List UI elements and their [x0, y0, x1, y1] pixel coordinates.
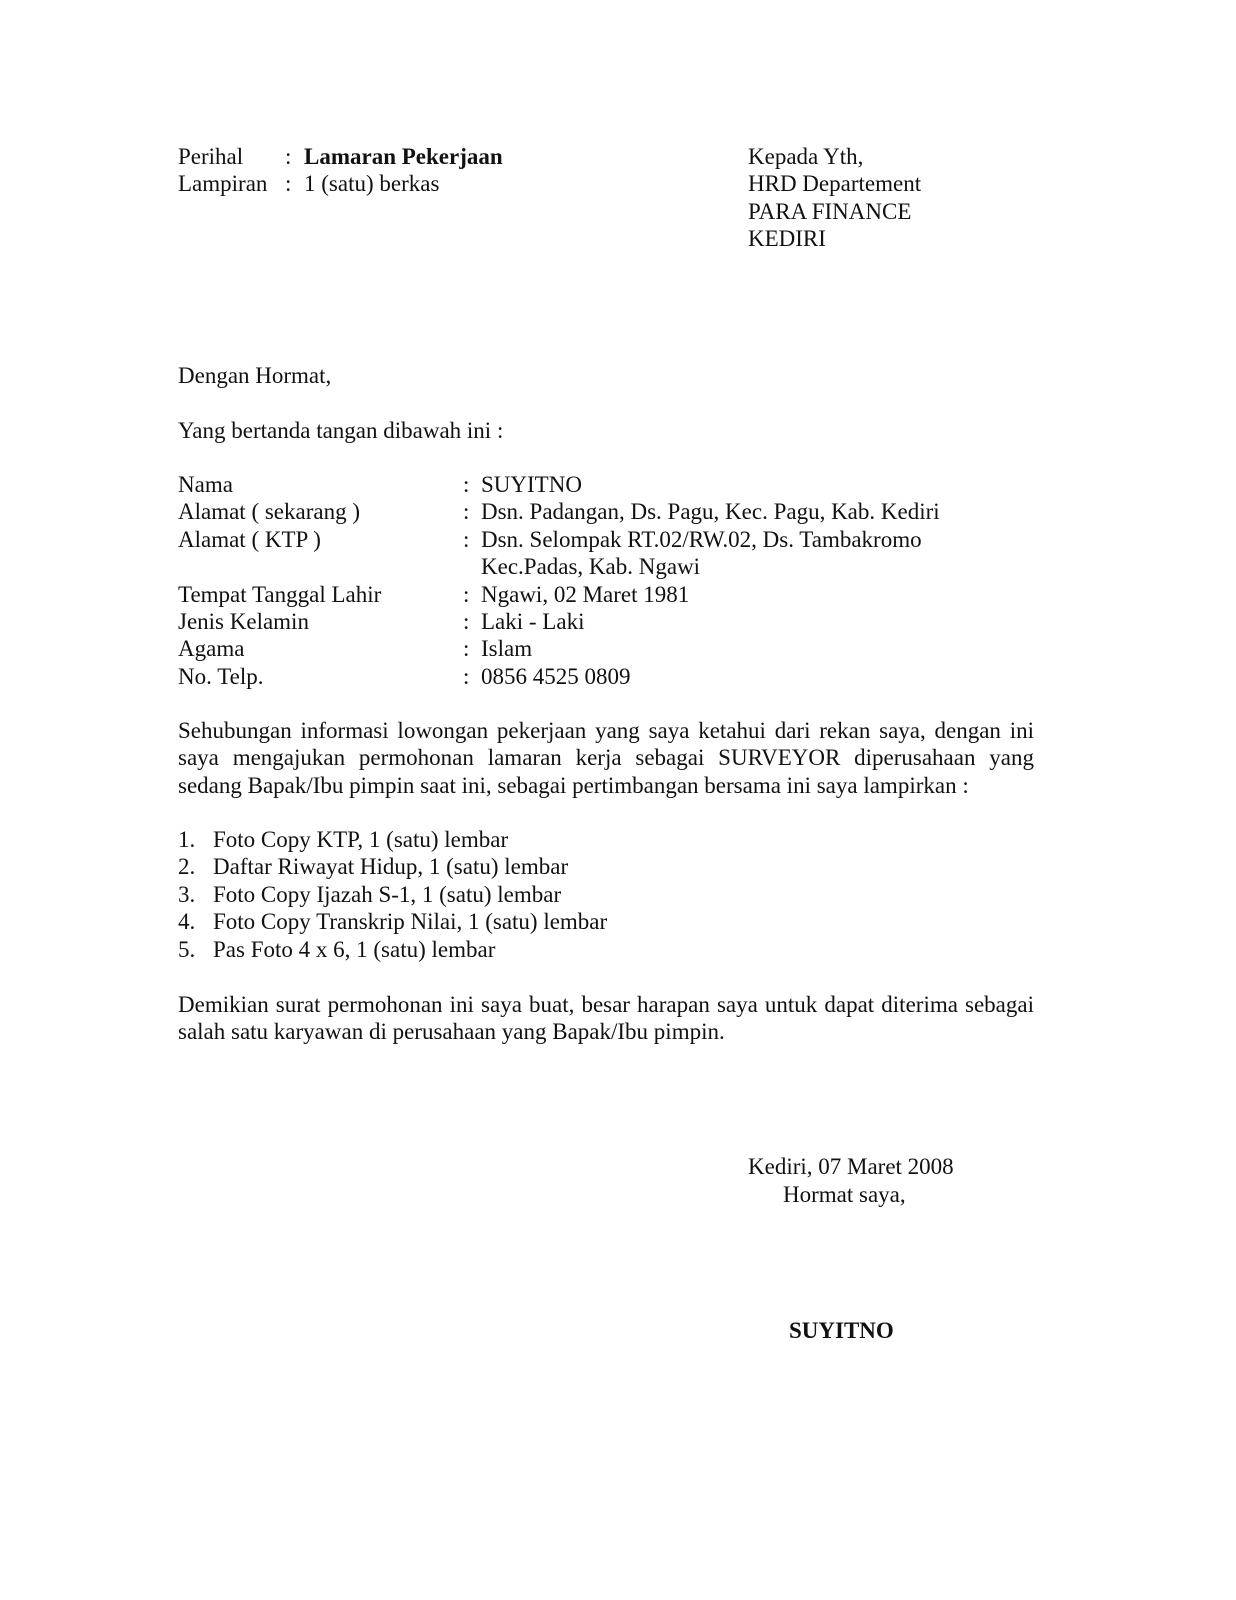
identity-colon: : — [463, 636, 470, 662]
signature-regards: Hormat saya, — [783, 1182, 906, 1207]
identity-label: Nama — [178, 472, 233, 497]
identity-label: Alamat ( KTP ) — [178, 526, 321, 552]
identity-value: SUYITNO — [481, 472, 582, 497]
subject-colon: : — [285, 144, 292, 169]
identity-colon: : — [463, 609, 470, 635]
signature-name: SUYITNO — [789, 1318, 894, 1343]
list-item — [178, 881, 607, 908]
attachment-label: Lampiran — [178, 171, 268, 196]
list-item-number: 4. — [178, 909, 196, 935]
identity-colon: : — [463, 526, 470, 552]
recipient-line-4: KEDIRI — [748, 226, 826, 252]
identity-row-religion — [178, 635, 998, 662]
identity-row-phone — [178, 663, 998, 690]
closing-paragraph: Demikian surat permohonan ini saya buat, besar harapan saya untuk dapat diterima sebagai salah satu karyawan di perusahaan yang Bapak/Ibu pimpin. — [178, 992, 1034, 1045]
identity-table — [178, 471, 998, 690]
identity-value: Islam — [481, 636, 533, 662]
list-item-text: Foto Copy Transkrip Nilai, 1 (satu) lembar — [213, 909, 608, 935]
signature-place-date: Kediri, 07 Maret 2008 — [748, 1154, 954, 1179]
identity-colon: : — [463, 581, 470, 607]
identity-label: No. Telp. — [178, 663, 264, 689]
attachment-colon: : — [285, 171, 292, 196]
attachment-list — [178, 826, 607, 963]
list-item-number: 2. — [178, 854, 196, 880]
identity-row-ktp-address — [178, 526, 998, 553]
recipient-line-3: PARA FINANCE — [748, 198, 912, 224]
salutation: Dengan Hormat, — [178, 363, 332, 388]
identity-value: Laki - Laki — [481, 609, 585, 635]
intro-text: Yang bertanda tangan dibawah ini : — [178, 418, 504, 443]
identity-label: Jenis Kelamin — [178, 609, 309, 635]
body-paragraph: Sehubungan informasi lowongan pekerjaan yang saya ketahui dari rekan saya, dengan ini saya mengajukan permohonan lamaran kerja sebagai SURVEYOR diperusahaan yang sedang Bapak/Ibu pimpin saat ini, sebagai pertimbangan bersama ini saya lampirkan : — [178, 718, 1034, 798]
subject-line — [178, 143, 503, 170]
identity-value-continuation: Kec.Padas, Kab. Ngawi — [481, 554, 701, 580]
list-item — [178, 826, 607, 853]
attachment-line — [178, 170, 439, 197]
subject-value: Lamaran Pekerjaan — [304, 144, 503, 169]
list-item-number: 5. — [178, 936, 196, 962]
identity-colon: : — [463, 663, 470, 689]
identity-value: Dsn. Selompak RT.02/RW.02, Ds. Tambakromo — [481, 526, 922, 552]
list-item-text: Pas Foto 4 x 6, 1 (satu) lembar — [213, 936, 496, 962]
list-item — [178, 936, 607, 963]
list-item — [178, 908, 607, 935]
list-item-number: 3. — [178, 881, 196, 907]
recipient-line-1: Kepada Yth, — [748, 144, 864, 169]
identity-value: 0856 4525 0809 — [481, 663, 631, 689]
identity-colon: : — [463, 499, 470, 525]
identity-row-current-address — [178, 498, 998, 525]
list-item-text: Foto Copy Ijazah S-1, 1 (satu) lembar — [213, 881, 562, 907]
recipient-line-2: HRD Departement — [748, 171, 922, 197]
identity-value: Dsn. Padangan, Ds. Pagu, Kec. Pagu, Kab. Kediri — [481, 499, 940, 525]
identity-row-birth — [178, 581, 998, 608]
identity-row-gender — [178, 608, 998, 635]
list-item — [178, 853, 607, 880]
identity-row-name — [178, 471, 998, 498]
attachment-value: 1 (satu) berkas — [304, 171, 440, 196]
list-item-text: Daftar Riwayat Hidup, 1 (satu) lembar — [213, 854, 569, 880]
recipient-block — [748, 143, 921, 253]
subject-label: Perihal — [178, 144, 244, 169]
list-item-number: 1. — [178, 827, 196, 852]
identity-label: Agama — [178, 636, 245, 662]
identity-label: Alamat ( sekarang ) — [178, 499, 361, 525]
identity-colon: : — [463, 472, 470, 497]
identity-label: Tempat Tanggal Lahir — [178, 581, 382, 607]
list-item-text: Foto Copy KTP, 1 (satu) lembar — [213, 827, 509, 852]
identity-value: Ngawi, 02 Maret 1981 — [481, 581, 690, 607]
